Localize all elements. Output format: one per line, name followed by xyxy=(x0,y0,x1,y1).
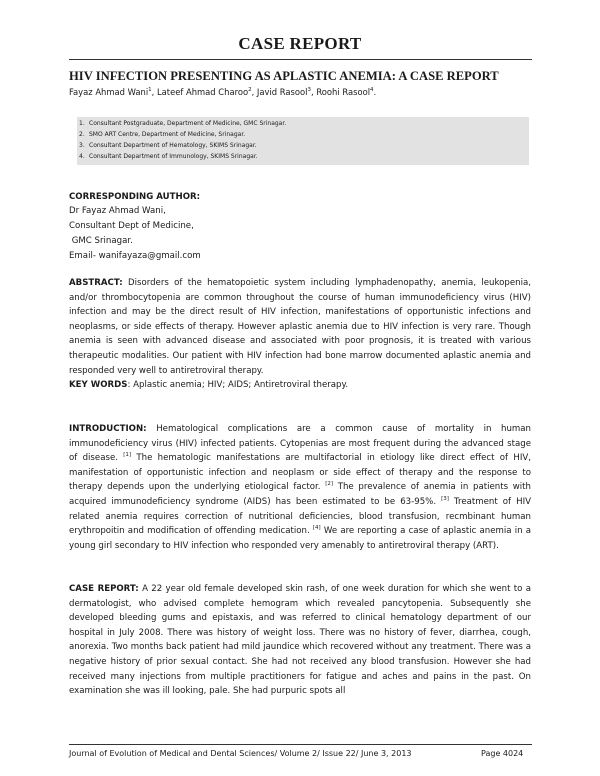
abstract-paragraph xyxy=(69,276,531,393)
affiliation-number: 1. xyxy=(79,120,85,127)
footer-journal: Journal of Evolution of Medical and Dental Sciences/ Volume 2/ Issue 22/ June 3, 2013 xyxy=(69,749,412,758)
author-sup: 3 xyxy=(307,87,311,94)
corresponding-line: Dr Fayaz Ahmad Wani, xyxy=(69,206,166,216)
affiliation-number: 2. xyxy=(79,131,85,138)
abstract-label: ABSTRACT: xyxy=(69,278,123,288)
introduction-label: INTRODUCTION: xyxy=(69,424,147,434)
affiliation-text: Consultant Postgraduate, Department of Medicine, GMC Srinagar. xyxy=(89,120,287,127)
citation: [3] xyxy=(441,496,449,503)
case-report-paragraph xyxy=(69,582,531,699)
citation: [4] xyxy=(312,525,321,532)
footer-rule xyxy=(69,744,532,745)
introduction-paragraph xyxy=(69,422,531,553)
introduction-text: The prevalence of anemia in patients with acquired immunodeficiency syndrome (AIDS) has been estimated to be 63-95%. xyxy=(69,482,531,507)
page-title: CASE REPORT xyxy=(238,34,362,53)
author-sup: 2 xyxy=(248,87,252,94)
citation: [2] xyxy=(325,481,334,488)
affiliation-text: SMO ART Centre, Department of Medicine, Srinagar. xyxy=(89,131,246,138)
keywords-text: : Aplastic anemia; HIV; AIDS; Antiretroviral therapy. xyxy=(127,380,349,391)
introduction-text: The hematologic manifestations are multifactorial in etiology like direct effect of HIV, manifestation of opportunistic infection and neoplasm or side effect of therapy and the response to therapy depends upon the underlying etiological factor. xyxy=(69,453,531,493)
corresponding-line: Consultant Dept of Medicine, xyxy=(69,221,194,231)
keywords-label: KEY WORDS xyxy=(69,380,128,391)
corresponding-email: Email- wanifayaza@gmail.com xyxy=(69,251,201,261)
introduction-text: Hematological complications are a common cause of mortality in human immunodeficiency virus (HIV) infected patients. Cytopenias are most frequent during the advanced stage of disease. xyxy=(69,424,531,464)
author-sup: 1 xyxy=(148,87,152,94)
affiliation-item xyxy=(79,131,246,138)
case-report-text: A 22 year old female developed skin rash, of one week duration for which she went to a dermatologist, who advised complete hemogram which revealed pancytopenia. Subsequently she developed bleeding gums and epistaxis, and was referred to clinical hematology department of our hospital in July 2008. There was history of weight loss. There was no history of fever, diarrhea, cough, anorexia. Two months back patient had mild jaundice which recovered without any treatment. There was a negative history of prior sexual contact. She had not received any blood transfusion. However she had received many injections from multiple practitioners for fatigue and aches and pains in the past. On examination she was ill looking, pale. She had purpuric spots all xyxy=(69,584,531,697)
corresponding-line: GMC Srinagar. xyxy=(69,236,133,246)
author-name: Javid Rasool xyxy=(256,87,308,97)
case-report-label: CASE REPORT: xyxy=(69,584,139,594)
citation: [1] xyxy=(123,452,132,459)
author-name: Roohi Rasool xyxy=(316,87,371,97)
introduction-text: We are reporting a case of aplastic anemia in a young girl secondary to HIV infection who responded very amenably to antiretroviral therapy (ART). xyxy=(69,526,531,551)
affiliation-item xyxy=(79,142,257,149)
corresponding-heading: CORRESPONDING AUTHOR: xyxy=(69,192,201,202)
affiliation-text: Consultant Department of Immunology, SKIMS Srinagar. xyxy=(89,153,258,160)
affiliation-number: 3. xyxy=(79,142,85,149)
author-list: Fayaz Ahmad Wani$^1$, Lateef Ahmad Charoo$^2$, Javid Rasool$^3$, Roohi Rasool$^4$. xyxy=(69,87,377,97)
abstract-text: Disorders of the hematopoietic system including lymphadenopathy, anemia, leukopenia, and/or thrombocytopenia are common throughout the course of human immunodeficiency virus (HIV) infection and may be the direct result of HIV infection, manifestations of opportunistic infections and neoplasms, or side effects of therapy. However aplastic anemia due to HIV infection is very rare. Though anemia is seen with advanced disease and associated with poor prognosis, it is treated with various therapeutic modalities. Our patient with HIV infection had bone marrow documented aplastic anemia and responded very well to antiretroviral therapy. xyxy=(69,278,531,376)
author-name: Lateef Ahmad Charoo xyxy=(156,87,249,97)
header-rule xyxy=(69,59,532,60)
footer-page-number: Page 4024 xyxy=(481,749,524,758)
affiliations-box xyxy=(77,117,529,165)
affiliation-text: Consultant Department of Hematology, SKIMS Srinagar. xyxy=(89,142,257,149)
introduction-text: Treatment of HIV related anemia requires correction of nutritional deficiencies, blood transfusion, recmbinant human erythropoitin and modification of offending medication. xyxy=(69,496,532,537)
author-sup: 4 xyxy=(370,87,374,94)
author-name: Fayaz Ahmad Wani xyxy=(69,87,149,97)
affiliation-number: 4. xyxy=(79,153,85,160)
affiliation-item xyxy=(79,120,287,127)
article-title: HIV INFECTION PRESENTING AS APLASTIC ANEMIA: A CASE REPORT xyxy=(69,69,499,83)
affiliation-item xyxy=(79,153,258,160)
